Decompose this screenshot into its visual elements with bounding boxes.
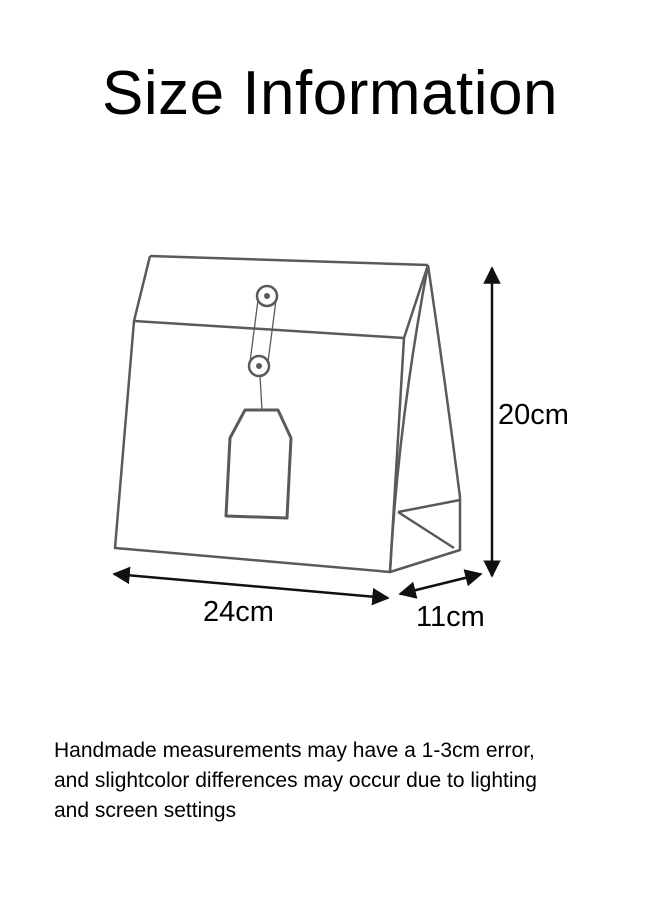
top-string-button-center bbox=[264, 293, 270, 299]
disclaimer-line-3: and screen settings bbox=[54, 799, 237, 822]
tag-string bbox=[260, 376, 262, 410]
bag-side-panel bbox=[390, 265, 460, 572]
bottom-string-button-center bbox=[256, 363, 262, 369]
gift-bag-illustration bbox=[115, 256, 460, 572]
width-label: 24cm bbox=[203, 596, 274, 628]
tag-icon bbox=[226, 410, 291, 518]
disclaimer-line-2: and slightcolor differences may occur due to lighting bbox=[54, 769, 537, 792]
bag-flap-bottom-edge bbox=[134, 321, 404, 338]
bag-flap-top-edge bbox=[150, 256, 428, 265]
page-title: Size Information bbox=[102, 59, 558, 128]
depth-label: 11cm bbox=[416, 601, 485, 633]
depth-arrow bbox=[400, 574, 481, 594]
button-string bbox=[250, 300, 276, 362]
height-label: 20cm bbox=[498, 399, 569, 431]
width-arrow bbox=[114, 574, 388, 598]
disclaimer-note bbox=[54, 736, 634, 826]
bag-gusset-fold bbox=[398, 500, 460, 548]
disclaimer-line-1: Handmade measurements may have a 1-3cm error, bbox=[54, 739, 535, 762]
